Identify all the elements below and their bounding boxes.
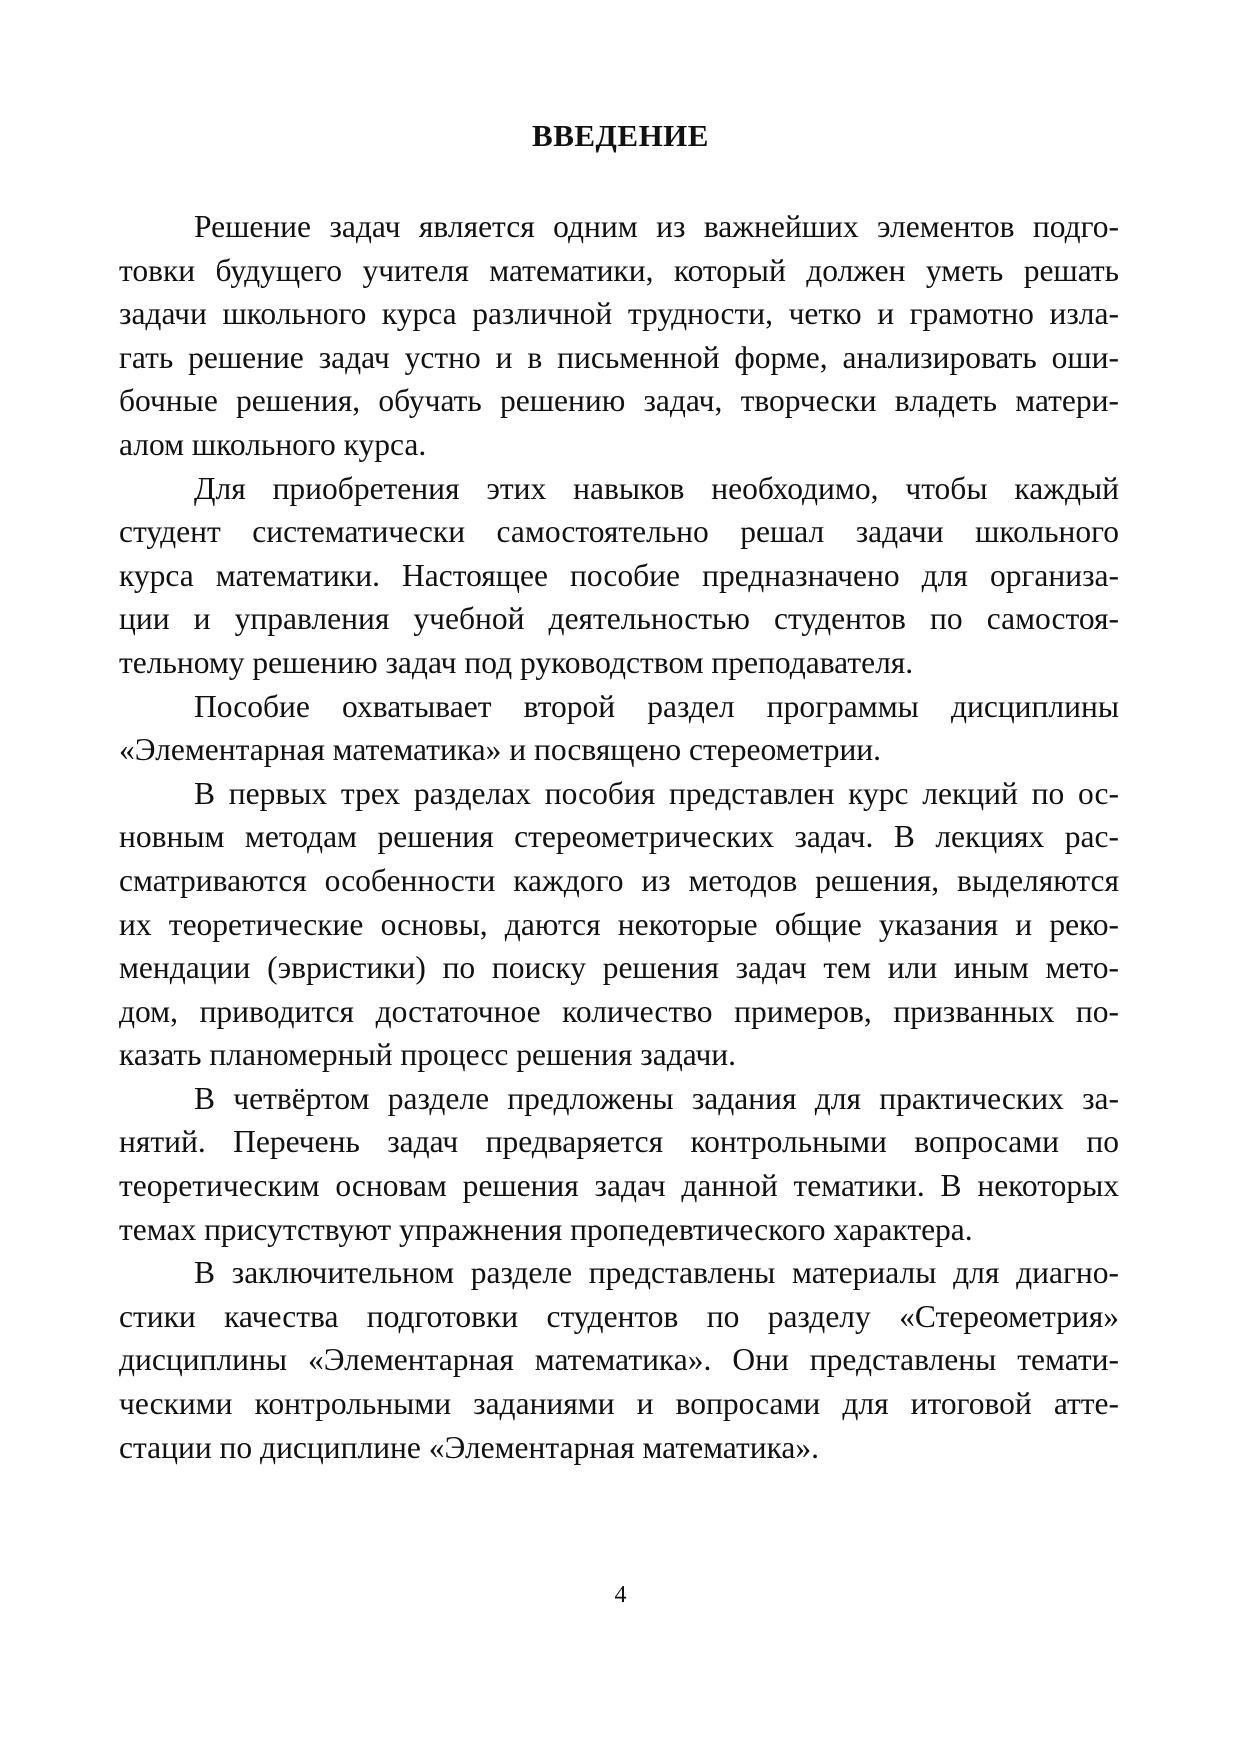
paragraph [119,1077,1119,1251]
text-line: ческими контрольными заданиями и вопросами для итоговой атте- [119,1386,1119,1422]
text-line: В первых трех разделах пособия представлен курс лекций по ос- [194,775,1119,811]
page-number: 4 [614,1582,627,1608]
text-line: Решение задач является одним из важнейших элементов подго- [194,209,1119,244]
text-line: новным методам решения стереометрических задач. В лекциях рас- [119,819,1119,855]
text-line: В заключительном разделе представлены материалы для диагно- [194,1255,1119,1291]
text-line: казать планомерный процесс решения задачи. [119,1037,737,1073]
body-text [119,205,1119,1469]
text-line: Для приобретения этих навыков необходимо, чтобы каждый [194,470,1119,506]
text-line: товки будущего учителя математики, который должен уметь решать [119,252,1119,288]
text-line: бочные решения, обучать решению задач, творчески владеть матери- [119,383,1119,419]
text-line: стики качества подготовки студентов по разделу «Стереометрия» [119,1298,1119,1334]
text-line: нятий. Перечень задач предваряется контрольными вопросами по [119,1124,1119,1160]
text-line: студент систематически самостоятельно решал задачи школьного [119,514,1119,550]
text-line: гать решение задач устно и в письменной форме, анализировать оши- [119,339,1119,375]
text-line: алом школьного курса. [119,426,427,462]
paragraph [119,205,1119,467]
text-line: сматриваются особенности каждого из методов решения, выделяются [119,862,1119,898]
paragraph [119,467,1119,685]
text-line: мендации (эвристики) по поиску решения задач тем или иным мето- [119,950,1119,986]
text-line: В четвёртом разделе предложены задания для практических за- [194,1080,1119,1116]
text-line: тельному решению задач под руководством преподавателя. [119,644,914,680]
text-line: «Элементарная математика» и посвящено стереометрии. [119,732,882,768]
paragraph [119,1251,1119,1469]
text-line: дом, приводится достаточное количество примеров, призванных по- [119,993,1119,1029]
text-line: темах присутствуют упражнения пропедевтического характера. [119,1211,973,1247]
paragraph [119,685,1119,772]
text-line: их теоретические основы, даются некоторые общие указания и реко- [119,906,1119,942]
text-line: Пособие охватывает второй раздел программы дисциплины [194,688,1119,724]
text-line: дисциплины «Элементарная математика». Они представлены темати- [119,1342,1119,1378]
text-line: задачи школьного курса различной трудности, четко и грамотно изла- [119,296,1119,332]
text-line: стации по дисциплине «Элементарная математика». [119,1429,820,1465]
text-line: ции и управления учебной деятельностью студентов по самостоя- [119,601,1119,637]
page-heading: ВВЕДЕНИЕ [532,118,709,153]
text-line: теоретическим основам решения задач данной тематики. В некоторых [119,1168,1119,1204]
text-line: курса математики. Настоящее пособие предназначено для организа- [119,557,1119,593]
paragraph [119,772,1119,1077]
